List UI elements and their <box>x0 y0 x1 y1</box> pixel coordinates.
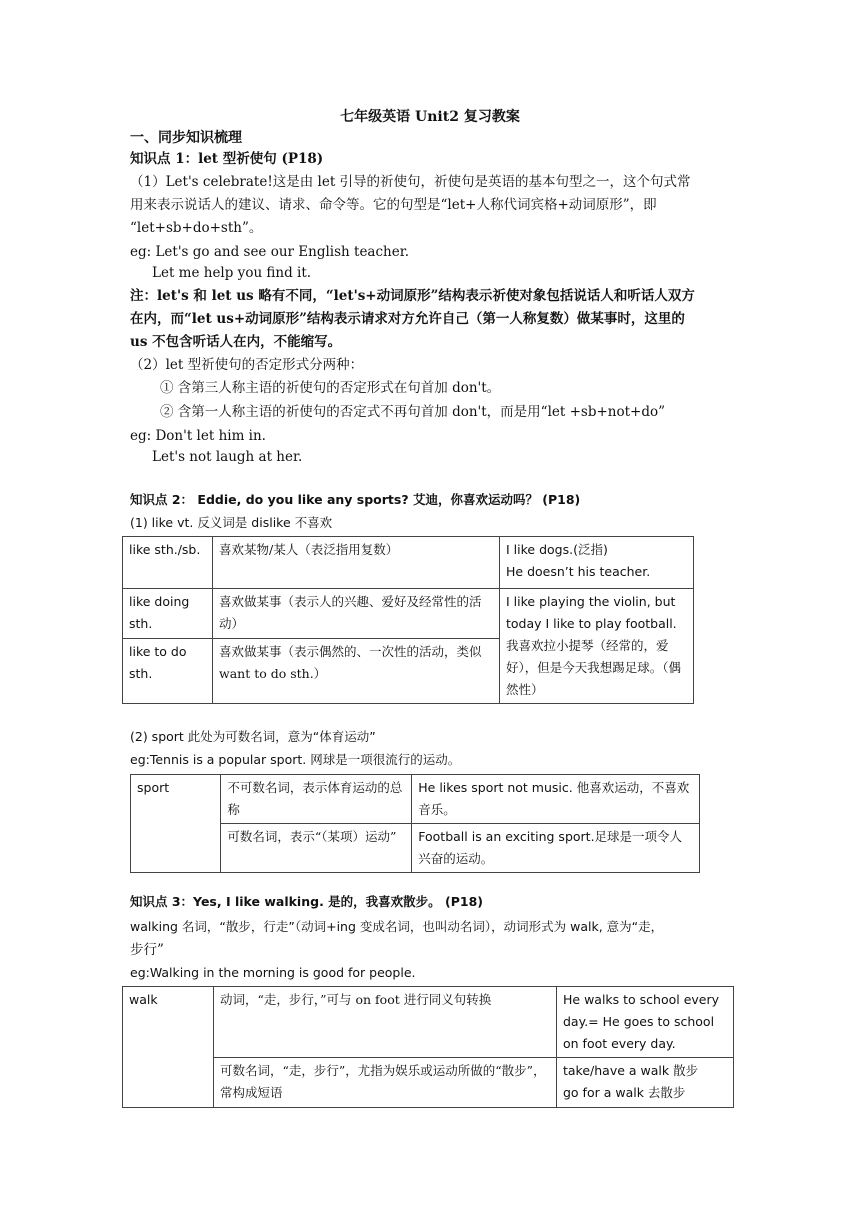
table-cell-text: 喜欢做某事（表示人的兴趣、爱好及经常性的活动） <box>219 594 482 631</box>
kp2-subheading: (1) like vt. 反义词是 dislike 不喜欢 <box>130 515 333 530</box>
table-cell-text: 喜欢做某事（表示偶然的、一次性的活动，类似 want to do sth.） <box>219 644 482 682</box>
example-line: eg: Don't let him in. <box>130 428 266 444</box>
kp2-subheading: (2) sport 此处为可数名词，意为“体育运动” <box>130 729 376 744</box>
note-line: 在内，而“let us+动词原形”结构表示请求对方允许自己（第一人称复数）做某事时，这里的 <box>130 311 685 327</box>
table-cell-text: 可数名词，“走，步行”，尤指为娱乐或运动所做的“散步”，常构成短语 <box>220 1063 546 1100</box>
kp1-heading: 知识点 1：let 型祈使句 (P18) <box>130 151 324 167</box>
table-cell: like to do sth. <box>123 639 213 704</box>
example-line: Let me help you find it. <box>152 265 312 281</box>
table-cell: He likes sport not music. 他喜欢运动，不喜欢音乐。 <box>412 775 700 824</box>
table-cell <box>221 824 412 873</box>
kp1-paragraph-line: 用来表示说话人的建议、请求、命令等。它的句型是“let+人称代词宾格+动词原形”，即 <box>130 197 657 213</box>
table-cell: He walks to school every day.= He goes to school on foot every day. <box>557 987 734 1058</box>
list-item: ② 含第一人称主语的祈使句的否定式不再句首加 don't，而是用“let +sb+not+do” <box>160 404 666 420</box>
note-line: 注：let's 和 let us 略有不同，“let's+动词原形”结构表示祈使对象包括说话人和听话人双方 <box>130 288 695 304</box>
table-cell-text: He doesn’t his teacher. <box>506 564 651 579</box>
kp1-paragraph-line: “let+sb+do+sth”。 <box>130 220 263 236</box>
table-cell: I like playing the violin, but today I like to play football. 我喜欢拉小提琴（经常的，爱好），但是今天我想踢足球。（偶然性） <box>500 589 694 704</box>
walk-table <box>122 986 734 1108</box>
section-heading: 一、同步知识梳理 <box>130 130 242 146</box>
table-cell <box>213 589 500 639</box>
table-cell: walk <box>123 987 214 1108</box>
table-cell-text: 不可数名词，表示体育运动的总称 <box>227 780 403 817</box>
example-line: eg:Tennis is a popular sport. 网球是一项很流行的运动。 <box>130 752 461 767</box>
table-cell <box>214 1058 557 1108</box>
table-cell <box>214 987 557 1058</box>
table-cell-text: take/have a walk 散步 <box>563 1063 699 1078</box>
note-line: us 不包含听话人在内，不能缩写。 <box>130 334 342 350</box>
table-cell-text: 喜欢某物/某人（表泛指用复数） <box>219 542 399 557</box>
kp1-paragraph-line: （2）let 型祈使句的否定形式分两种： <box>130 357 364 373</box>
sport-table <box>130 774 700 873</box>
table-cell: sport <box>131 775 221 873</box>
table-cell: like sth./sb. <box>123 537 213 589</box>
table-cell-text: I like dogs.(泛指) <box>506 542 608 557</box>
kp3-heading: 知识点 3：Yes, I like walking. 是的，我喜欢散步。 (P18) <box>130 894 483 909</box>
table-cell <box>500 537 694 589</box>
table-cell-text: 可数名词，表示“（某项）运动” <box>227 829 397 844</box>
table-cell <box>221 775 412 824</box>
table-cell <box>213 537 500 589</box>
like-table <box>122 536 694 704</box>
kp3-paragraph-line: walking 名词，“散步，行走”（动词+ing 变成名词，也叫动名词），动词形式为 walk, 意为“走， <box>130 919 664 934</box>
example-line: eg: Let's go and see our English teacher. <box>130 244 409 260</box>
table-cell: like doing sth. <box>123 589 213 639</box>
table-cell: Football is an exciting sport.足球是一项令人兴奋的运动。 <box>412 824 700 873</box>
example-line: Let's not laugh at her. <box>152 449 303 465</box>
table-cell <box>213 639 500 704</box>
document-title: 七年级英语 Unit2 复习教案 <box>340 109 520 125</box>
table-cell-text: 动词，“走，步行，”可与 on foot 进行同义句转换 <box>220 992 492 1007</box>
list-item: ① 含第三人称主语的祈使句的否定形式在句首加 don't。 <box>160 380 501 396</box>
kp3-paragraph-line: 步行” <box>130 942 164 958</box>
example-line: eg:Walking in the morning is good for people. <box>130 965 416 980</box>
kp1-paragraph-line: （1）Let's celebrate!这是由 let 引导的祈使句，祈使句是英语的基本句型之一，这个句式常 <box>130 174 691 190</box>
kp2-heading: 知识点 2： Eddie, do you like any sports? 艾迪，你喜欢运动吗？ (P18) <box>130 492 581 507</box>
table-cell <box>557 1058 734 1108</box>
table-cell-text: go for a walk 去散步 <box>563 1085 686 1100</box>
